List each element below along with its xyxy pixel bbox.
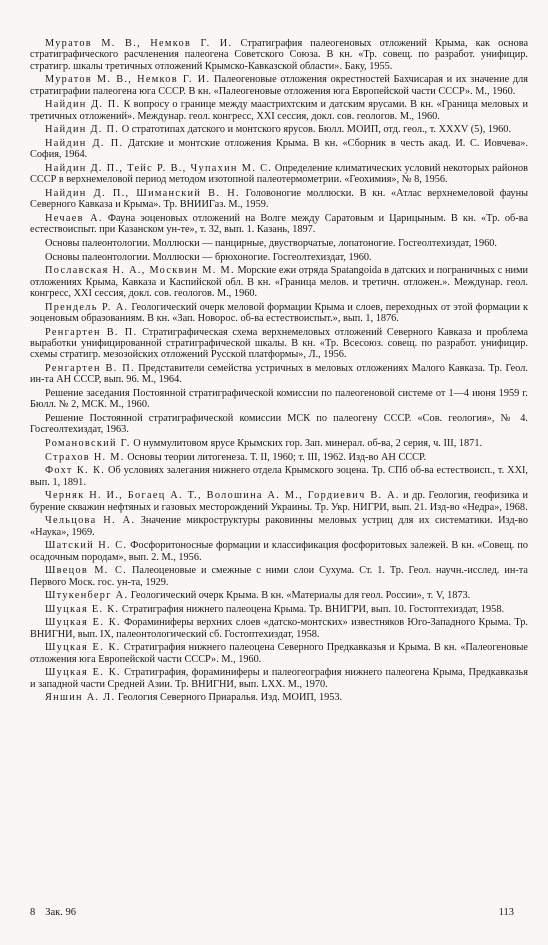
reference-text: Фораминиферы верхних слоев «датско-монтских» известняков Юго-Западного Крыма. Тр. ВНИГНИ, вып. IX, палеонтологический сб. Гостоптехиздат, 1958. (30, 617, 528, 640)
reference-author: Пославская Н. А., Москвин М. М. (45, 265, 235, 277)
reference-entry (30, 465, 528, 488)
reference-entry (30, 265, 528, 299)
reference-text: Геология Северного Приаралья. Изд. МОИП, 1953. (115, 692, 343, 704)
reference-text: Головоногие моллюски. В кн. «Атлас верхнемеловой фауны Северного Кавказа и Крыма». Тр. ВНИИГаз. М., 1959. (30, 188, 528, 211)
reference-text: Морские ежи отряда Spatangoida в датских и пограничных с ними отложениях Крыма, Кавказа и Каспийской обл. В кн. «Граница мелов. и третичн. отложен.». Междунар. геол. конгресс, XXI сессия, докл. сов. геологов. М., 1960. (30, 265, 528, 299)
reference-author: Страхов Н. М. (45, 451, 125, 463)
reference-entry (30, 413, 528, 436)
reference-entry (30, 565, 528, 588)
reference-entry (30, 327, 528, 361)
reference-author: Шуцкая Е. К. (45, 667, 121, 679)
reference-author: Найдин Д. П., Тейс Р. В., Чупахин М. С. (45, 163, 273, 174)
reference-text: К вопросу о границе между маастрихтским и датским ярусами. В кн. «Граница меловых и третичных отложений». Междунар. геол. конгресс, XXI сессия, докл. сов. геологов. М., 1960. (30, 99, 528, 122)
reference-text: Основы палеонтологии. Моллюски — брюхоногие. Госгеолтехиздат, 1960. (45, 251, 372, 263)
reference-author: Муратов М. В., Немков Г. И. (45, 38, 233, 49)
reference-entry (30, 590, 528, 601)
reference-author: Штукенберг А. (45, 590, 129, 602)
signature-mark: 8 (30, 907, 36, 918)
reference-text: Определение климатических условий некоторых районов СССР в верхнемеловой период методом изотопной палеотермометрии. «Геохимия», № 8, 1956. (30, 163, 529, 186)
reference-entry (30, 252, 528, 263)
reference-entry (30, 604, 528, 615)
printer-mark (30, 907, 76, 918)
reference-list (30, 38, 528, 706)
reference-entry (30, 642, 528, 665)
reference-author: Муратов М. В., Немков Г. И. (45, 74, 211, 86)
reference-text: Стратиграфия палеогеновых отложений Крыма, как основа стратиграфического расчленения палеогена Советского Союза. В кн. «Тр. совещ. по разработ. унифицир. стратигр. шкалы третичных отложений Крымско-Кавказской области». Баку, 1955. (30, 38, 529, 72)
reference-entry (30, 302, 528, 325)
reference-text: О стратотипах датского и монтского ярусов. Бюлл. МОИП, отд. геол., т. XXXV (5), 1960. (119, 124, 512, 136)
page-footer (30, 907, 514, 918)
reference-text: Палеоценовые и смежные с ними слои Сухума. Ст. 1. Тр. Геол. научн.-исслед. ин-та Первого Моск. гос. ун-та, 1929. (30, 565, 528, 588)
reference-author: Швецов М. С. (45, 565, 127, 577)
reference-text: Решение Постоянной стратиграфической комиссии МСК по палеогену СССР. «Сов. геология», № 4. Госгеолтехиздат, 1963. (30, 413, 528, 436)
reference-entry (30, 99, 528, 122)
reference-author: Фохт К. К. (45, 465, 106, 477)
reference-text: Палеогеновые отложения окрестностей Бахчисарая и их значение для стратиграфии палеогена юга СССР. В кн. «Палеогеновые отложения юга Европейской части СССР». М., 1960. (30, 74, 528, 97)
reference-entry (30, 163, 528, 186)
reference-entry (30, 667, 528, 690)
reference-entry (30, 38, 528, 72)
reference-entry (30, 452, 528, 463)
reference-author: Найдин Д. П. (45, 138, 124, 149)
reference-entry (30, 438, 528, 449)
reference-author: Прендель Р. А. (45, 301, 129, 313)
reference-author: Найдин Д. П. (45, 124, 120, 136)
reference-text: Представители семейства устричных в меловых отложениях Малого Кавказа. Тр. Геол. ин-та АН СССР, вып. 96. М., 1964. (30, 363, 528, 386)
reference-entry (30, 74, 528, 97)
page-number: 113 (498, 907, 514, 918)
reference-text: Геологический очерк меловой формации Крыма и слоев, переходных от этой формации к эоценовым образованиям. В кн. «Зап. Новорос. об-ва естествоиспыт.», вып. 1, 1876. (30, 301, 528, 324)
reference-entry (30, 617, 528, 640)
reference-entry (30, 238, 528, 249)
reference-author: Черняк Н. И., Богаец А. Т., Волошина А. М., Гордиевич В. А. (45, 490, 400, 502)
reference-text: Геологический очерк Крыма. В кн. «Материалы для геол. России», т. V, 1873. (128, 590, 471, 602)
reference-text: Значение микроструктуры раковинны меловых устриц для их систематики. Изд-во «Наука», 1969. (30, 515, 528, 538)
reference-entry (30, 188, 528, 211)
reference-text: Об условиях залегания нижнего отдела Крымского эоцена. Тр. СПб об-ва естествоисп., т. XXI, вып. 1, 1891. (30, 465, 529, 488)
reference-entry (30, 540, 528, 563)
reference-author: Шуцкая Е. К. (45, 642, 121, 654)
reference-text: Датские и монтские отложения Крыма. В кн. «Сборник в честь акад. И. С. Иовчева». София, 1964. (30, 138, 528, 161)
reference-entry (30, 138, 528, 161)
reference-entry (30, 124, 528, 135)
order-number: Зак. 96 (45, 907, 77, 918)
reference-author: Шатский Н. С. (45, 540, 128, 552)
reference-author: Ренгартен В. П. (45, 326, 138, 338)
reference-author: Шуцкая Е. К. (45, 617, 121, 629)
reference-author: Найдин Д. П., Шиманский В. Н. (45, 188, 240, 199)
reference-author: Ренгартен В. П. (45, 363, 135, 374)
reference-entry (30, 490, 528, 513)
reference-entry (30, 388, 528, 411)
reference-author: Романовский Г. (45, 438, 131, 449)
reference-text: О нуммулитовом ярусе Крымских гор. Зап. минерал. об-ва, 2 серия, ч. III, 1871. (130, 438, 483, 449)
reference-author: Найдин Д. П. (45, 99, 121, 111)
reference-author: Нечаев А. (45, 213, 103, 224)
reference-entry (30, 363, 528, 386)
reference-text: Фауна эоценовых отложений на Волге между Саратовым и Царицыным. В кн. «Тр. об-ва естествоиспыт. при Казанском ун-те», т. 32, вып. 1. Казань, 1897. (30, 213, 529, 236)
reference-entry (30, 515, 528, 538)
reference-author: Чельцова Н. А. (45, 515, 136, 527)
reference-text: Основы теории литогенеза. Т. II, 1960; т. III, 1962. Изд-во АН СССР. (124, 451, 427, 463)
reference-author: Шуцкая Е. К. (45, 603, 120, 615)
reference-author: Яншин А. Л. (45, 692, 116, 704)
reference-text: Стратиграфическая схема верхнемеловых отложений Северного Кавказа и проблема выработки унифицированной стратиграфической шкалы. В кн. «Тр. Всесоюз. совещ. по разработ. унифицир. схемы стратигр. мезозойских отложений Русской платформы», Л., 1956. (30, 326, 528, 361)
reference-text: Фосфоритоносные формации и классификация фосфоритовых залежей. В кн. «Совещ. по осадочным породам», вып. 2. М., 1956. (30, 540, 528, 563)
reference-text: Решение заседания Постоянной стратиграфической комиссии по палеогеновой системе от 1—4 июня 1959 г. Бюлл. № 2, МСК. М., 1960. (30, 388, 528, 411)
reference-text: Стратиграфия нижнего палеоцена Северного Предкавказья и Крыма. В кн. «Палеогеновые отложения юга Европейской части СССР». М., 1960. (30, 642, 528, 665)
reference-text: и др. Геология, геофизика и бурение скважин нефтяных и газовых месторождений Украины. Тр. Укр. НИГРИ, вып. 21. Изд-во «Недра», 1968. (30, 490, 528, 513)
reference-text: Основы палеонтологии. Моллюски — панцирные, двустворчатые, лопатоногие. Госгеолтехиздат, 1960. (45, 238, 497, 249)
reference-text: Стратиграфия нижнего палеоцена Крыма. Тр. ВНИГРИ, вып. 10. Гостоптехиздат, 1958. (119, 603, 505, 615)
reference-text: Стратиграфия, фораминиферы и палеогеография нижнего палеогена Крыма, Предкавказья и западной части Средней Азии. Тр. ВНИГНИ, вып. LXX. М., 1970. (30, 667, 528, 690)
reference-entry (30, 692, 528, 703)
reference-entry (30, 213, 528, 236)
